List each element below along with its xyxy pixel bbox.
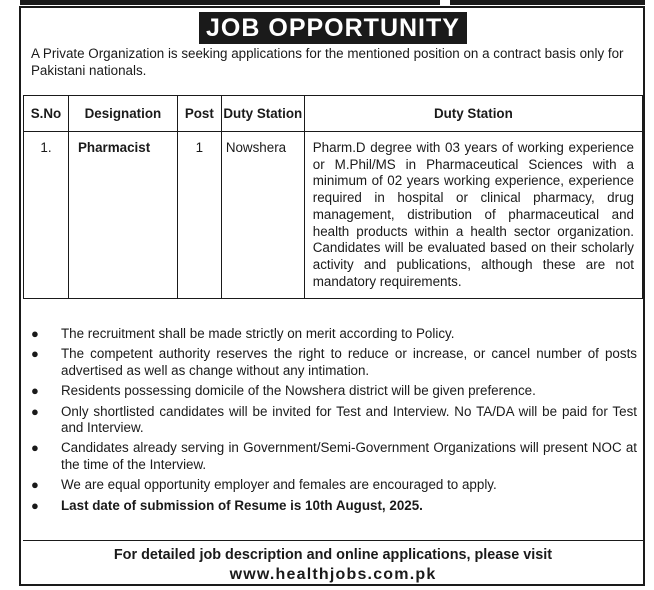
cell-sno: 1. xyxy=(24,132,69,299)
table-row xyxy=(24,132,643,299)
list-item-text: Candidates already serving in Government/Semi-Government Organizations will present NOC at the time of the Interview. xyxy=(61,440,637,472)
cell-post: 1 xyxy=(177,132,221,299)
deadline-item xyxy=(29,498,637,514)
cell-designation: Pharmacist xyxy=(68,132,177,299)
list-item-text: We are equal opportunity employer and females are encouraged to apply. xyxy=(61,477,497,493)
header-post: Post xyxy=(177,96,221,132)
bullet-icon: ● xyxy=(31,326,39,341)
bullet-icon: ● xyxy=(31,497,39,513)
footer xyxy=(23,540,643,584)
deadline-text: Last date of submission of Resume is 10th August, 2025. xyxy=(61,497,423,513)
bullet-icon: ● xyxy=(31,383,39,399)
website-url: www.healthjobs.com.pk xyxy=(229,566,437,583)
list-item-text: Residents possessing domicile of the Nowshera district will be given preference. xyxy=(61,383,536,399)
list-item xyxy=(29,477,637,493)
list-item-text: The competent authority reserves the right to reduce or increase, or cancel number of posts advertised as well as change without any intimation. xyxy=(61,346,637,378)
list-item xyxy=(29,404,637,437)
header-duty-station: Duty Station xyxy=(221,96,304,132)
top-rule-right xyxy=(450,0,645,5)
header-description: Duty Station xyxy=(304,96,642,132)
positions-table xyxy=(23,95,643,299)
advertisement-frame xyxy=(19,6,645,586)
list-item xyxy=(29,440,637,473)
list-item xyxy=(29,326,637,342)
conditions-list xyxy=(29,326,637,518)
bullet-icon: ● xyxy=(31,346,39,362)
footer-text: For detailed job description and online applications, please visit xyxy=(113,547,553,563)
list-item xyxy=(29,346,637,379)
list-item xyxy=(29,383,637,399)
list-item-text: Only shortlisted candidates will be invited for Test and Interview. No TA/DA will be paid for Test and Interview. xyxy=(61,403,637,436)
bullet-icon: ● xyxy=(31,403,39,419)
list-item-text: The recruitment shall be made strictly on merit according to Policy. xyxy=(61,326,455,341)
bullet-icon: ● xyxy=(31,440,39,456)
header-sno: S.No xyxy=(24,96,69,132)
table-header-row xyxy=(24,96,643,132)
cell-duty-station: Nowshera xyxy=(221,132,304,299)
top-rule-left xyxy=(20,0,440,5)
bullet-icon: ● xyxy=(31,477,39,493)
page-title: JOB OPPORTUNITY xyxy=(199,12,467,44)
intro-text: A Private Organization is seeking applications for the mentioned position on a contract basis only for Pakistani nationals. xyxy=(31,46,624,78)
header-designation: Designation xyxy=(68,96,177,132)
cell-description: Pharm.D degree with 03 years of working experience or M.Phil/MS in Pharmaceutical Sciences with a minimum of 02 years working experience, experience required in hospital or clinical pharmacy, drug management, distribution of pharmaceutical and health products within a health sector organization. Candidates will be evaluated based on their scholarly activity and publications, although these are not mandatory requirements. xyxy=(304,132,642,299)
